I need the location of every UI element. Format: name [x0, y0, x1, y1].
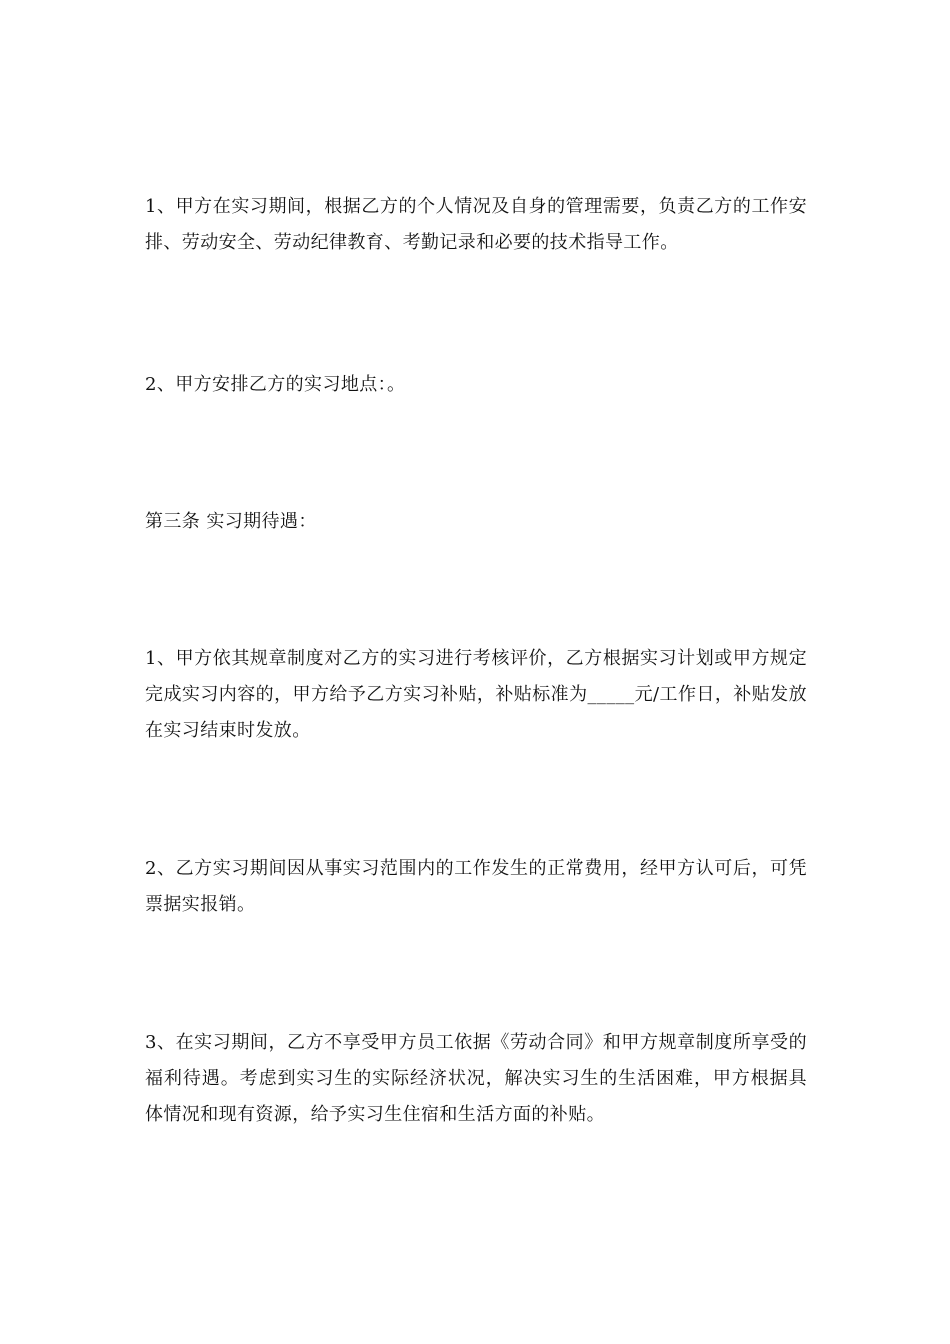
paragraph-internship-allowance: 1、甲方依其规章制度对乙方的实习进行考核评价，乙方根据实习计划或甲方规定完成实习内容的，甲方给予乙方实习补贴，补贴标准为_____元/工作日，补贴发放在实习结束时发放。: [145, 648, 807, 741]
paragraph-party-a-responsibilities: 1、甲方在实习期间，根据乙方的个人情况及自身的管理需要，负责乙方的工作安排、劳动安全、劳动纪律教育、考勤记录和必要的技术指导工作。: [145, 196, 807, 253]
paragraph-internship-location: 2、甲方安排乙方的实习地点：。: [145, 374, 406, 395]
paragraph-welfare-benefits: 3、在实习期间，乙方不享受甲方员工依据《劳动合同》和甲方规章制度所享受的福利待遇。考虑到实习生的实际经济状况，解决实习生的生活困难，甲方根据具体情况和现有资源，给予实习生住宿和生活方面的补贴。: [145, 1032, 807, 1125]
paragraph-expense-reimbursement: 2、乙方实习期间因从事实习范围内的工作发生的正常费用，经甲方认可后，可凭票据实报销。: [145, 858, 807, 915]
section-heading-article-3: 第三条 实习期待遇：: [145, 511, 317, 532]
